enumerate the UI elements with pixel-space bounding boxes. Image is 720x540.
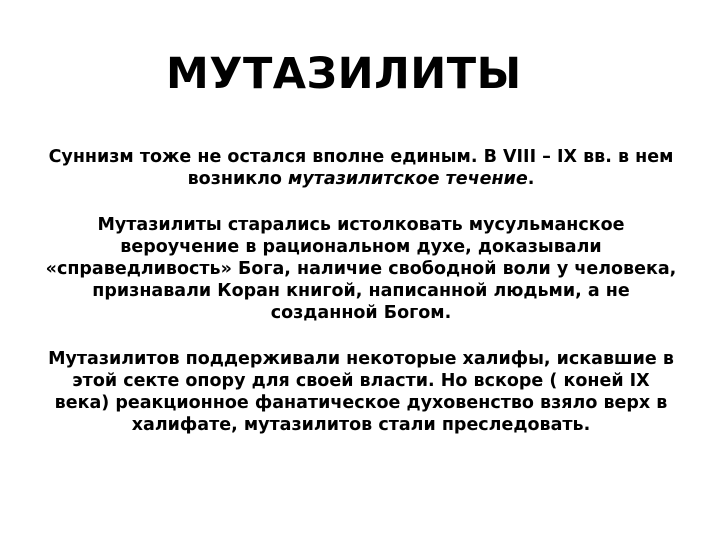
slide-title: МУТАЗИЛИТЫ [166,49,522,99]
paragraph-3: Мутазилитов поддерживали некоторые халифы, искавшие в этой секте опору для своей власти. Но вскоре ( коней IX века) реакционное фанатическое духовенство взяло верх в халифате, мутазилитов стали преследовать. [48,349,674,435]
paragraph-1 [44,146,678,190]
paragraph-1-start: Суннизм тоже не остался вполне единым. В VIII – IX вв. в нем возникло [48,147,674,189]
slide-body [44,146,678,460]
paragraph-2: Мутазилиты старались истолковать мусульманское вероучение в рациональном духе, доказывали «справедливость» Бога, наличие свободной воли у человека, признавали Коран книгой, написанной людьми, а не созданной Богом. [45,215,677,323]
paragraph-1-end: . [527,169,535,189]
paragraph-1-emphasis: мутазилитское течение [288,169,528,189]
